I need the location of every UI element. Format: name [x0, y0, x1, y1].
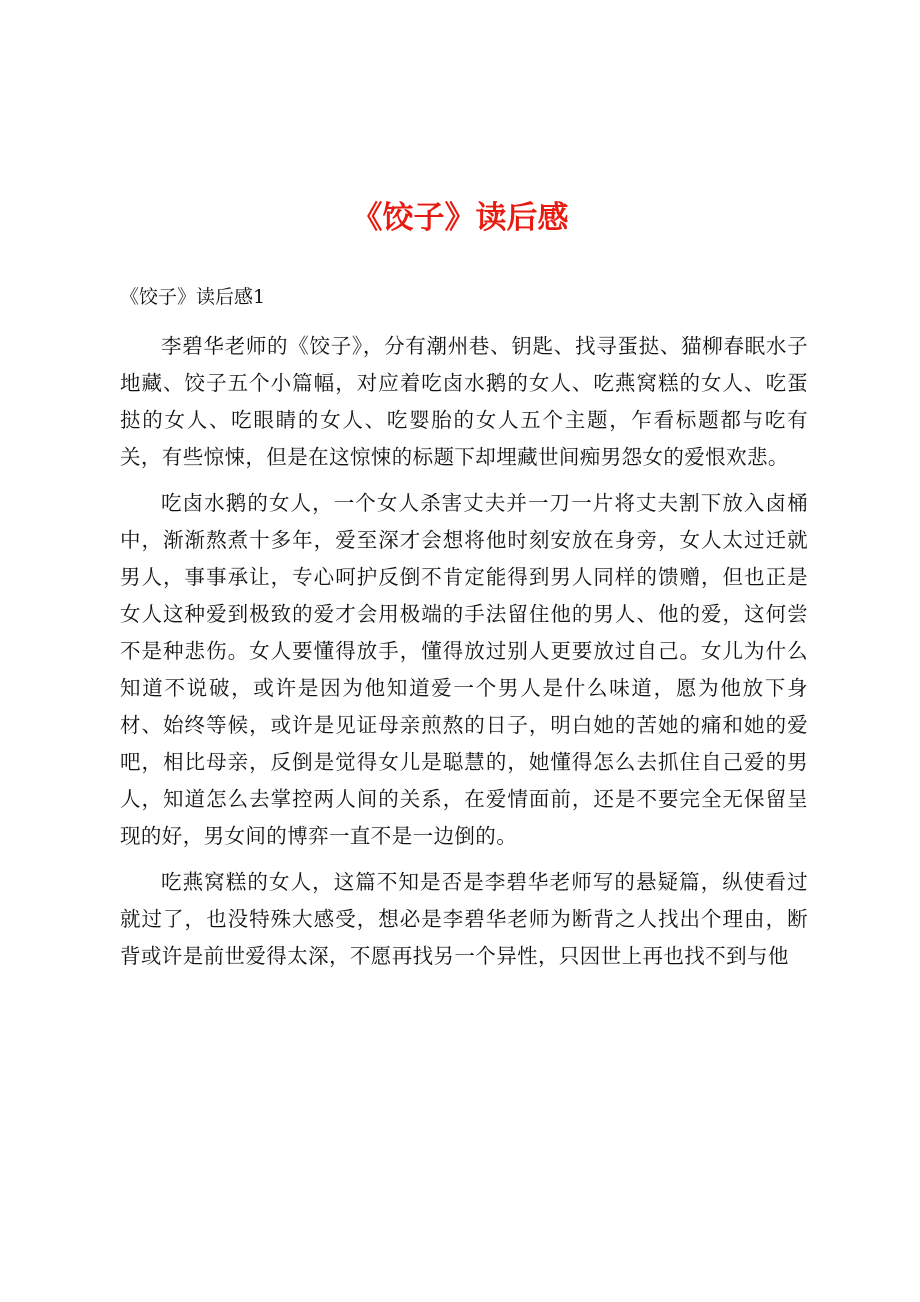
paragraph-yanwo-gao: 吃燕窝糕的女人，这篇不知是否是李碧华老师写的悬疑篇，纵使看过就过了，也没特殊大感受，想必是李碧华老师为断背之人找出个理由，断背或许是前世爱得太深，不愿再找另一个异性，只因世上再也找不到与他 [120, 870, 808, 968]
section-heading: 《饺子》读后感1 [120, 286, 266, 308]
document-body [120, 328, 808, 984]
paragraph-lushui-e: 吃卤水鹅的女人，一个女人杀害丈夫并一刀一片将丈夫割下放入卤桶中，渐渐熬煮十多年，爱至深才会想将他时刻安放在身旁，女人太过迁就男人，事事承让，专心呵护反倒不肯定能得到男人同样的馈赠，但也正是女人这种爱到极致的爱才会用极端的手法留住他的男人、他的爱，这何尝不是种悲伤。女人要懂得放手，懂得放过别人更要放过自己。女儿为什么知道不说破，或许是因为他知道爱一个男人是什么味道，愿为他放下身材、始终等候，或许是见证母亲煎熬的日子，明白她的苦她的痛和她的爱吧，相比母亲，反倒是觉得女儿是聪慧的，她懂得怎么去抓住自己爱的男人，知道怎么去掌控两人间的关系，在爱情面前，还是不要完全无保留呈现的好，男女间的博弈一直不是一边倒的。 [120, 491, 808, 848]
paragraph-intro: 李碧华老师的《饺子》，分有潮州巷、钥匙、找寻蛋挞、猫柳春眠水子地藏、饺子五个小篇幅，对应着吃卤水鹅的女人、吃燕窝糕的女人、吃蛋挞的女人、吃眼睛的女人、吃婴胎的女人五个主题，乍看标题都与吃有关，有些惊悚，但是在这惊悚的标题下却埋藏世间痴男怨女的爱恨欢悲。 [120, 334, 808, 469]
page-title: 《饺子》读后感 [351, 200, 569, 236]
